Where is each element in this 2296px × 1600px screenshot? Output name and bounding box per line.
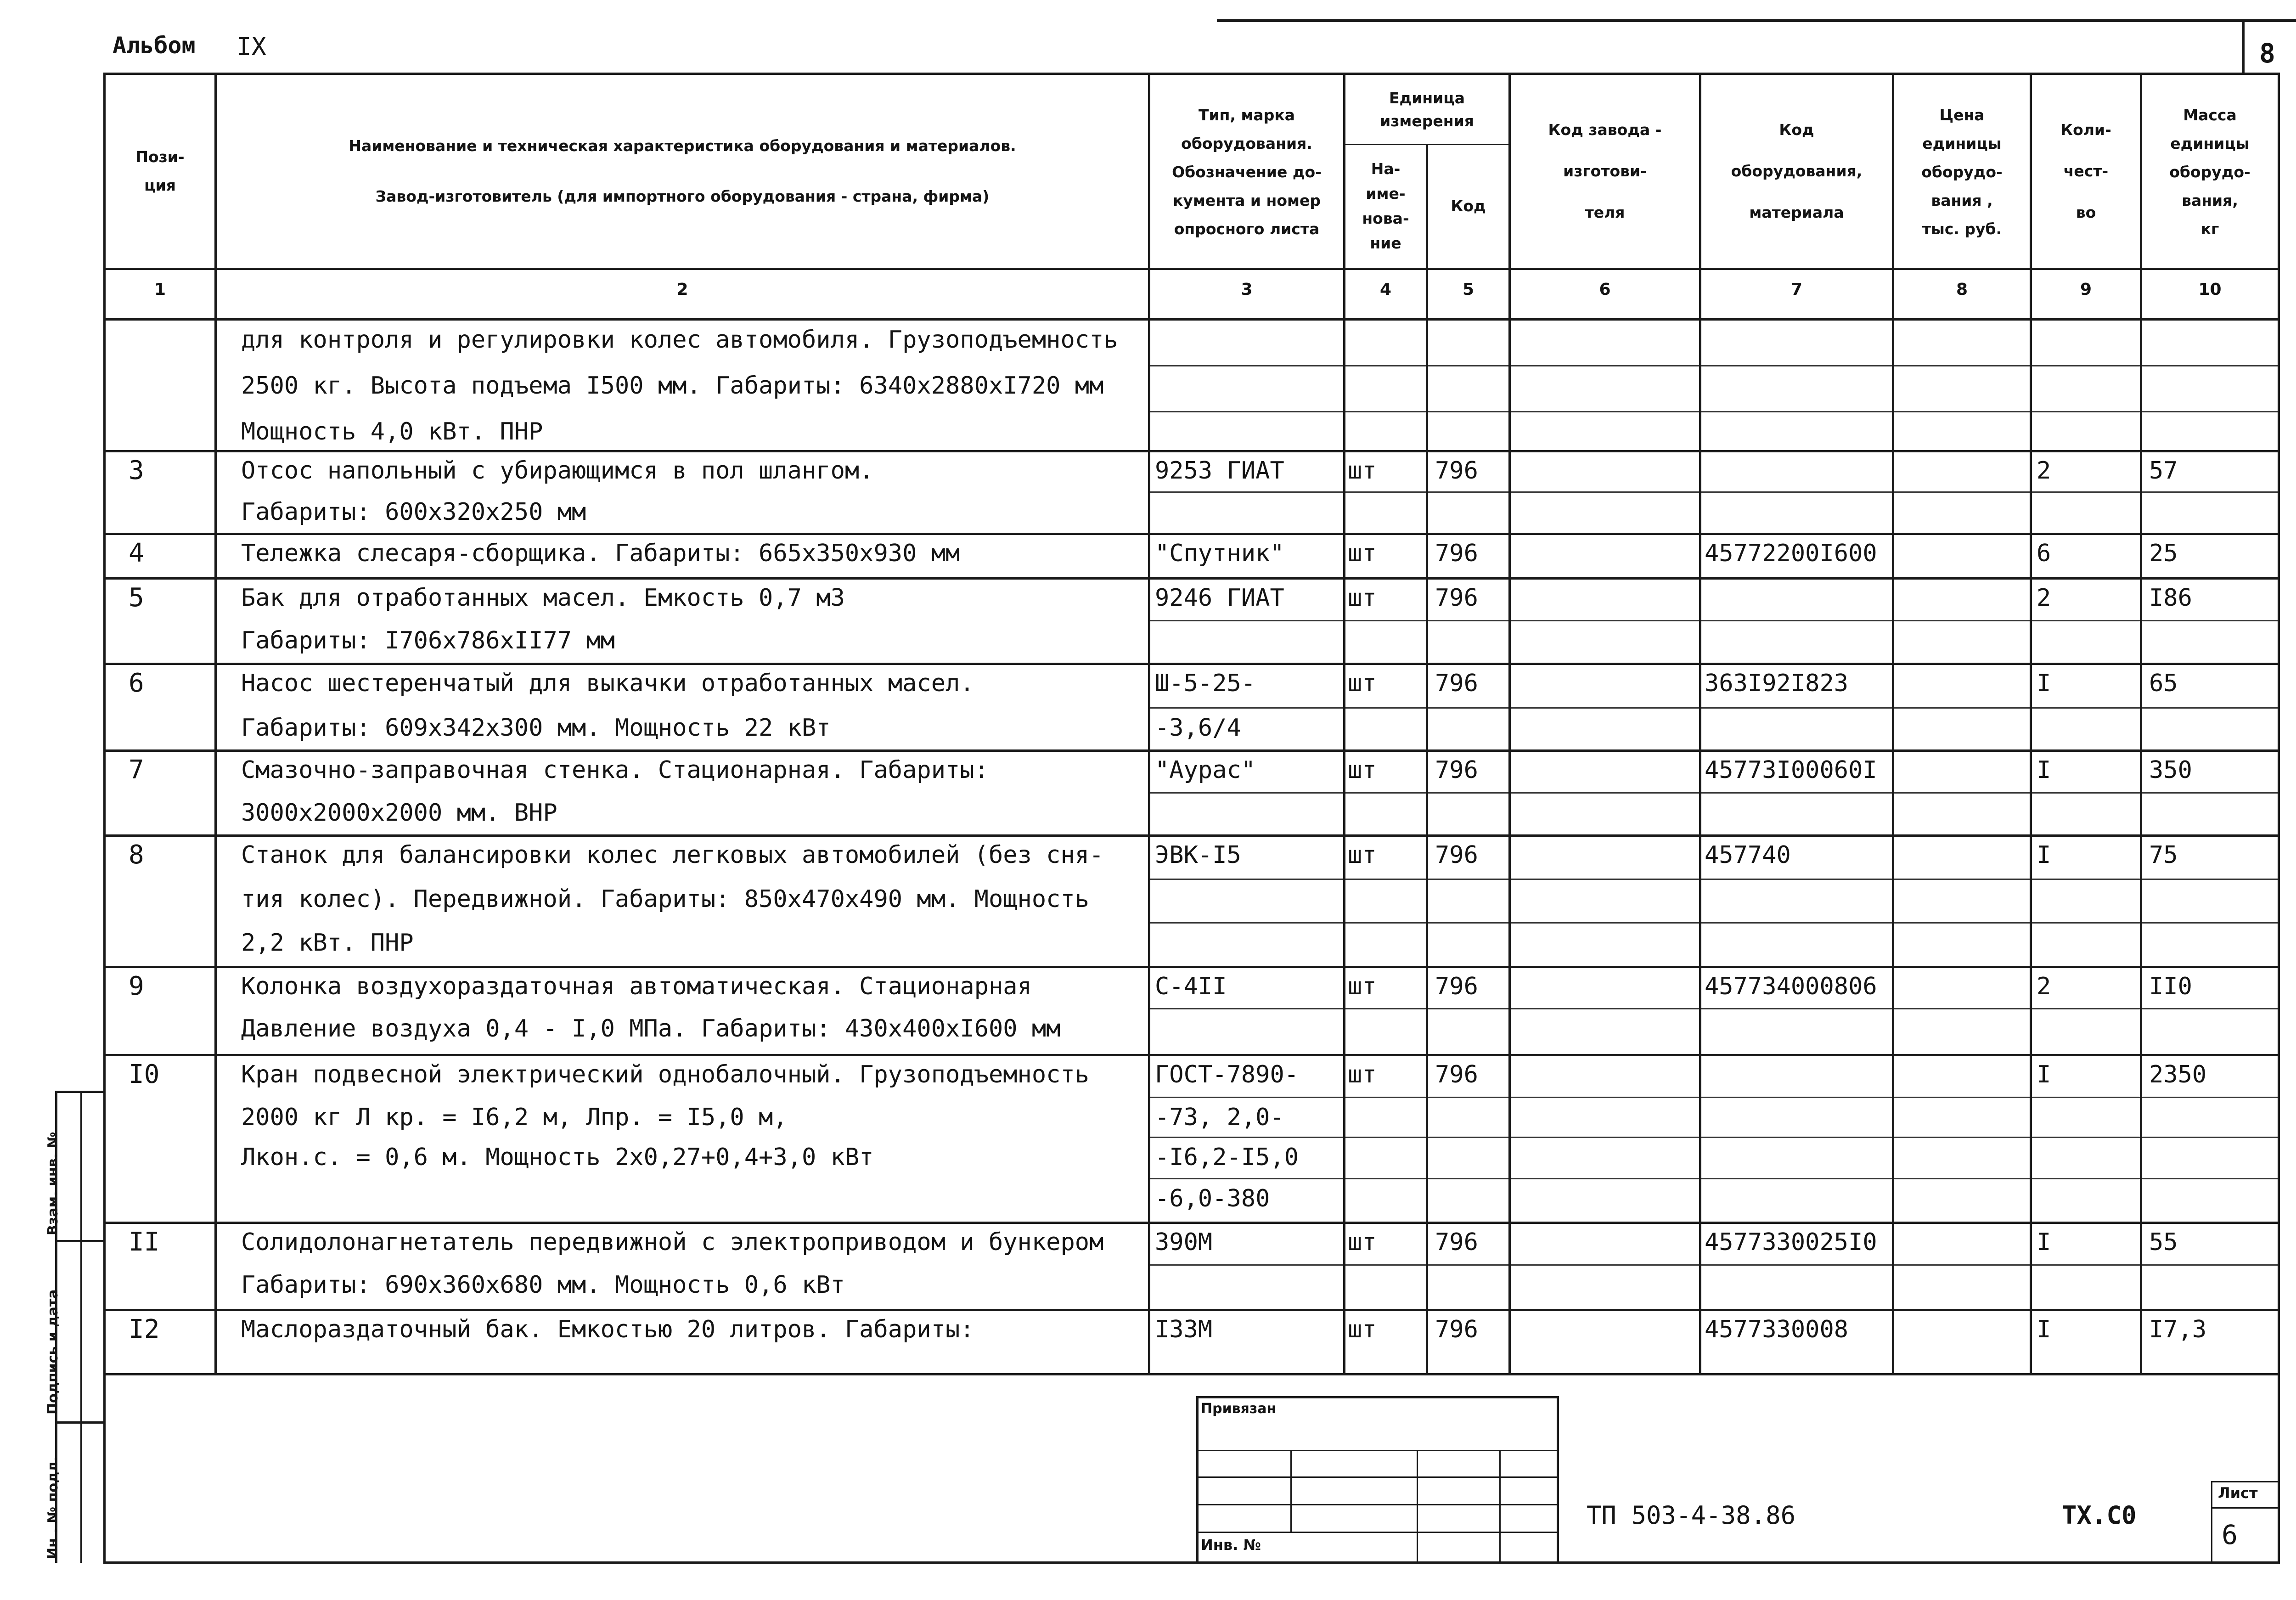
row-3-pos: 3 <box>129 456 144 485</box>
row-23-type: I33М <box>1155 1316 1213 1343</box>
row-5-type: "Спутник" <box>1155 540 1284 567</box>
row-12-qty: I <box>2037 841 2051 869</box>
row-10-mass: 350 <box>2149 756 2192 784</box>
row-10-eqcode: 45773I00060I <box>1705 756 1877 784</box>
row-21-code: 796 <box>1435 1228 1478 1256</box>
side-label-sign-date: Подпись и дата <box>45 1289 61 1414</box>
row-23-mass: I7,3 <box>2149 1316 2207 1343</box>
row-12-pos: 8 <box>129 840 144 870</box>
row-21-pos: II <box>129 1227 160 1257</box>
row-6-type: 9246 ГИАТ <box>1155 584 1284 612</box>
side-label-inv-podl: Ин . № подл. <box>45 1456 61 1559</box>
row-22-name: Габариты: 690х360х680 мм. Мощность 0,6 кВт <box>241 1271 845 1299</box>
row-21-type: 390М <box>1155 1228 1213 1256</box>
header-position: Пози- ция <box>135 147 185 194</box>
row-3-qty: 2 <box>2037 457 2051 485</box>
row-3-unit: шт <box>1348 457 1377 485</box>
header-manufacturer-code: Код завода - изготови- теля <box>1548 120 1662 221</box>
row-20-type: -6,0-380 <box>1155 1185 1270 1212</box>
header-price: Цена единицы оборудо- вания , тыс. руб. <box>1921 106 2003 238</box>
row-14-name: 2,2 кВт. ПНР <box>241 929 414 957</box>
row-12-name: Станок для балансировки колес легковых автомобилей (без сня- <box>241 841 1104 869</box>
row-12-eqcode: 457740 <box>1705 841 1791 869</box>
row-17-mass: 2350 <box>2149 1061 2207 1088</box>
row-5-eqcode: 45772200I600 <box>1705 540 1877 567</box>
row-15-unit: шт <box>1348 973 1377 1000</box>
colnum-2: 2 <box>676 280 688 299</box>
row-23-code: 796 <box>1435 1316 1478 1343</box>
row-5-unit: шт <box>1348 540 1377 567</box>
row-17-pos: I0 <box>129 1059 160 1089</box>
colnum-10: 10 <box>2198 280 2222 299</box>
row-8-name: Насос шестеренчатый для выкачки отработанных масел. <box>241 670 974 697</box>
colnum-5: 5 <box>1462 280 1474 299</box>
row-15-code: 796 <box>1435 973 1478 1000</box>
colnum-9: 9 <box>2080 280 2092 299</box>
row-10-unit: шт <box>1348 756 1377 784</box>
header-quantity: Коли- чест- во <box>2060 120 2111 221</box>
row-23-pos: I2 <box>129 1314 160 1344</box>
row-6-pos: 5 <box>129 583 144 613</box>
row-12-type: ЭВК-I5 <box>1155 841 1241 869</box>
header-mass: Масса единицы оборудо- вания, кг <box>2169 106 2251 238</box>
row-15-eqcode: 457734000806 <box>1705 973 1877 1000</box>
row-5-pos: 4 <box>129 538 144 568</box>
row-23-name: Маслораздаточный бак. Емкостью 20 литров. Габариты: <box>241 1316 974 1343</box>
row-15-qty: 2 <box>2037 973 2051 1000</box>
header-type: Тип, марка оборудования. Обозначение до- кумента и номер опросного листа <box>1172 106 1322 238</box>
row-12-unit: шт <box>1348 841 1377 869</box>
row-11-name: 3000х2000х2000 мм. ВНР <box>241 799 557 827</box>
doc-code: ТП 503-4-38.86 <box>1587 1501 1796 1530</box>
colnum-6: 6 <box>1599 280 1611 299</box>
row-5-name: Тележка слесаря-сборщика. Габариты: 665х350х930 мм <box>241 540 960 567</box>
row-5-qty: 6 <box>2037 540 2051 567</box>
row-5-code: 796 <box>1435 540 1478 567</box>
row-9-name: Габариты: 609х342х300 мм. Мощность 22 кВт <box>241 714 831 742</box>
row-7-name: Габариты: I706х786хII77 мм <box>241 627 615 654</box>
row-10-code: 796 <box>1435 756 1478 784</box>
row-2-name: Мощность 4,0 кВт. ПНР <box>241 418 543 445</box>
sheet-label: Лист <box>2218 1484 2258 1502</box>
row-21-qty: I <box>2037 1228 2051 1256</box>
row-15-pos: 9 <box>129 971 144 1001</box>
album-label: Альбом <box>113 32 196 59</box>
row-17-name: Кран подвесной электрический однобалочный. Грузоподъемность <box>241 1061 1090 1088</box>
sheet-number: 6 <box>2222 1519 2238 1550</box>
row-8-pos: 6 <box>129 668 144 698</box>
row-10-name: Смазочно-заправочная стенка. Стационарная. Габариты: <box>241 756 989 784</box>
row-9-type: -3,6/4 <box>1155 714 1241 742</box>
row-21-unit: шт <box>1348 1228 1377 1256</box>
row-21-eqcode: 4577330025I0 <box>1705 1228 1877 1256</box>
row-6-mass: I86 <box>2149 584 2192 612</box>
row-17-code: 796 <box>1435 1061 1478 1088</box>
header-unit-code: Код <box>1451 197 1486 215</box>
row-12-mass: 75 <box>2149 841 2178 869</box>
row-8-mass: 65 <box>2149 670 2178 697</box>
row-8-type: Ш-5-25- <box>1155 670 1256 697</box>
row-19-name: Лкон.с. = 0,6 м. Мощность 2х0,27+0,4+3,0 кВт <box>241 1144 874 1171</box>
row-15-type: С-4II <box>1155 973 1227 1000</box>
row-10-pos: 7 <box>129 755 144 785</box>
row-1-name: 2500 кг. Высота подъема I500 мм. Габариты: 6340х2880хI720 мм <box>241 372 1104 400</box>
row-6-name: Бак для отработанных масел. Емкость 0,7 м3 <box>241 584 845 612</box>
row-8-qty: I <box>2037 670 2051 697</box>
header-name: Наименование и техническая характеристика оборудования и материалов. Завод-изготовитель (для импортного оборудования - страна, фирма) <box>349 136 1016 205</box>
colnum-3: 3 <box>1241 280 1253 299</box>
row-3-code: 796 <box>1435 457 1478 485</box>
row-8-unit: шт <box>1348 670 1377 697</box>
row-3-type: 9253 ГИАТ <box>1155 457 1284 485</box>
row-3-mass: 57 <box>2149 457 2178 485</box>
doc-mark: ТХ.С0 <box>2062 1501 2137 1530</box>
row-15-mass: II0 <box>2149 973 2192 1000</box>
row-0-name: для контроля и регулировки колес автомобиля. Грузоподъемность <box>241 326 1118 354</box>
colnum-4: 4 <box>1379 280 1392 299</box>
side-label-vzam-inv: Взам. инв. № <box>45 1132 61 1235</box>
row-5-mass: 25 <box>2149 540 2178 567</box>
row-23-eqcode: 4577330008 <box>1705 1316 1849 1343</box>
row-21-name: Солидолонагнетатель передвижной с электроприводом и бункером <box>241 1228 1104 1256</box>
row-6-qty: 2 <box>2037 584 2051 612</box>
row-23-qty: I <box>2037 1316 2051 1343</box>
colnum-1: 1 <box>154 280 166 299</box>
row-19-type: -I6,2-I5,0 <box>1155 1144 1299 1171</box>
row-6-unit: шт <box>1348 584 1377 612</box>
stamp-tied-label: Привязан <box>1201 1401 1277 1417</box>
row-17-unit: шт <box>1348 1061 1377 1088</box>
header-equipment-code: Код оборудования, материала <box>1731 120 1863 221</box>
row-13-name: тия колес). Передвижной. Габариты: 850х470х490 мм. Мощность <box>241 885 1090 913</box>
row-3-name: Отсос напольный с убирающимся в пол шлангом. <box>241 457 874 485</box>
row-6-code: 796 <box>1435 584 1478 612</box>
row-23-unit: шт <box>1348 1316 1377 1343</box>
row-8-code: 796 <box>1435 670 1478 697</box>
header-unit-name: На- име- нова- ние <box>1362 160 1409 252</box>
row-16-name: Давление воздуха 0,4 - I,0 МПа. Габариты: 430х400хI600 мм <box>241 1015 1061 1042</box>
row-18-name: 2000 кг Л кр. = I6,2 м, Лпр. = I5,0 м, <box>241 1104 788 1131</box>
row-18-type: -73, 2,0- <box>1155 1104 1284 1131</box>
row-15-name: Колонка воздухораздаточная автоматическая. Стационарная <box>241 973 1032 1000</box>
row-17-type: ГОСТ-7890- <box>1155 1061 1299 1088</box>
row-10-type: "Аурас" <box>1155 756 1256 784</box>
row-4-name: Габариты: 600х320х250 мм <box>241 498 586 526</box>
row-17-qty: I <box>2037 1061 2051 1088</box>
row-8-eqcode: 363I92I823 <box>1705 670 1849 697</box>
stamp-inv-label: Инв. № <box>1201 1536 1261 1554</box>
row-21-mass: 55 <box>2149 1228 2178 1256</box>
album-number: IX <box>236 32 267 61</box>
row-12-code: 796 <box>1435 841 1478 869</box>
header-unit: Единица измерения <box>1380 89 1474 130</box>
row-10-qty: I <box>2037 756 2051 784</box>
page-number: 8 <box>2259 38 2275 69</box>
colnum-7: 7 <box>1790 280 1803 299</box>
colnum-8: 8 <box>1956 280 1968 299</box>
